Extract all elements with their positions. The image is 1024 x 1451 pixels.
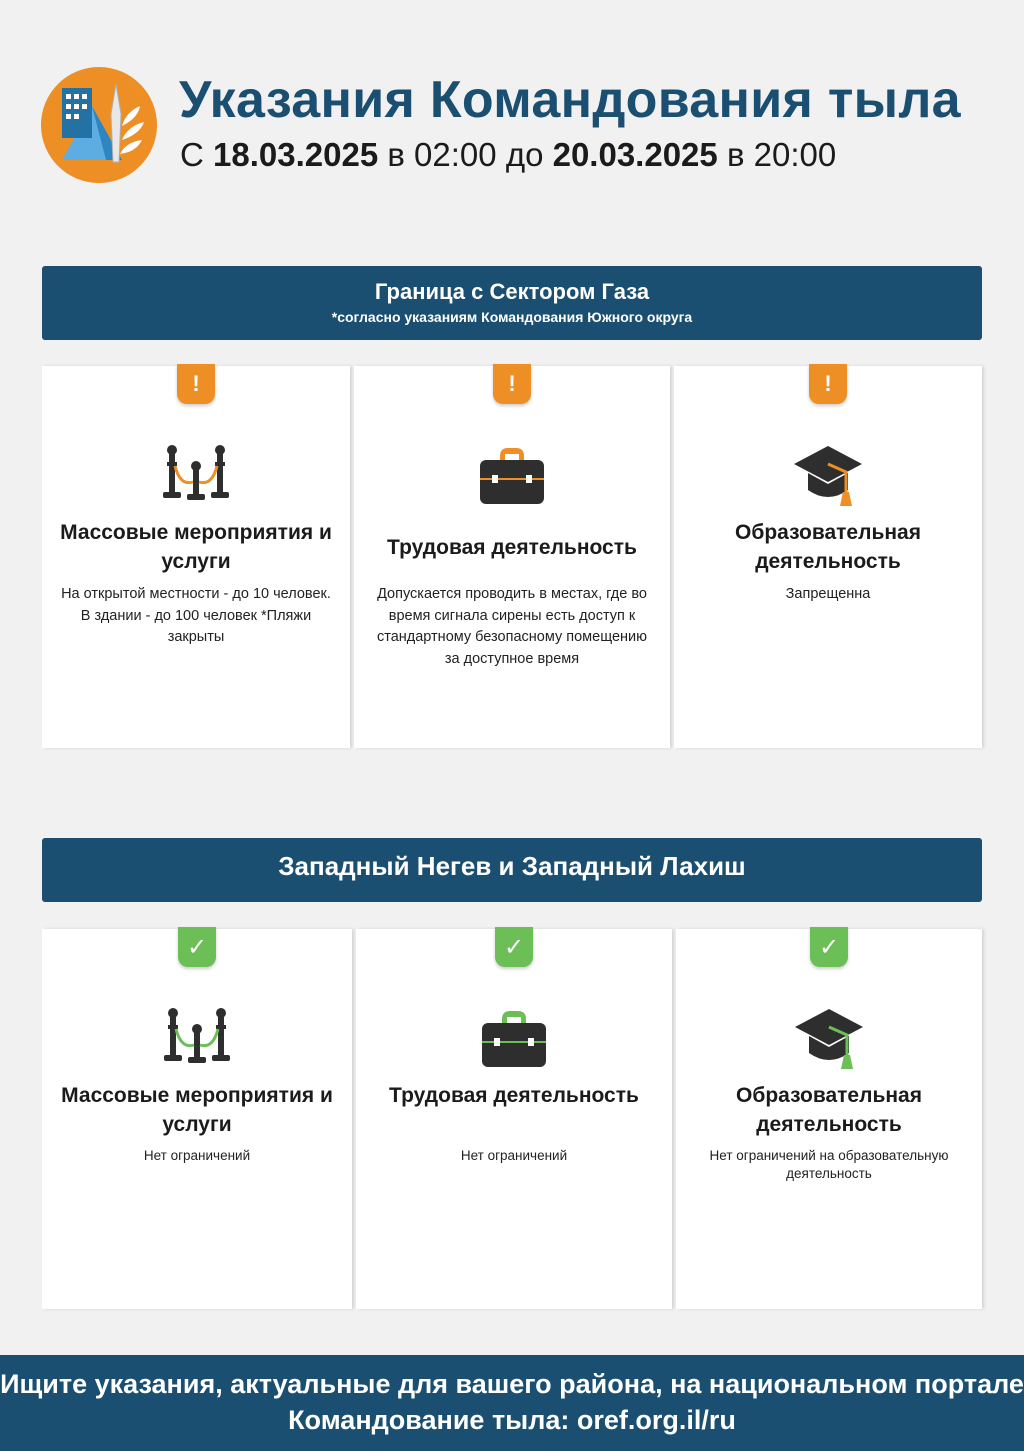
card-education-negev: ✓ Образовательная деятельность Нет ограничений на образовательную деятельность: [676, 929, 982, 1309]
checkmark-icon: ✓: [495, 927, 533, 967]
graduation-cap-icon: [792, 442, 864, 514]
page-title: Указания Командования тыла: [179, 71, 961, 129]
section-header-western-negev: Западный Негев и Западный Лахиш: [42, 838, 982, 902]
card-mass-events-gaza: ! Массовые мероприятия и услуги На открытой местности - до 10 человек. В здании - до 100 человек *Пляжи закрыты: [42, 366, 350, 748]
stanchion-rope-icon: [161, 1005, 233, 1077]
warning-icon: !: [493, 364, 531, 404]
checkmark-icon: ✓: [810, 927, 848, 967]
card-mass-events-negev: ✓ Массовые мероприятия и услуги Нет ограничений: [42, 929, 352, 1309]
warning-icon: !: [809, 364, 847, 404]
start-date: 18.03.2025: [213, 136, 379, 173]
footer-banner: [0, 1355, 1024, 1451]
stanchion-rope-icon: [160, 442, 232, 514]
card-work-negev: ✓ Трудовая деятельность Нет ограничений: [356, 929, 672, 1309]
end-date: 20.03.2025: [552, 136, 718, 173]
briefcase-icon: [478, 1005, 550, 1077]
section-header-gaza-border: Граница с Сектором Газа *согласно указаниям Командования Южного округа: [42, 266, 982, 340]
graduation-cap-icon: [793, 1005, 865, 1077]
briefcase-icon: [476, 442, 548, 514]
footer-text: Ищите указания, актуальные для вашего района, на национальном портале Командование тыла: oref.org.il/ru: [0, 1369, 1024, 1435]
checkmark-icon: ✓: [178, 927, 216, 967]
card-education-gaza: ! Образовательная деятельность Запрещенна: [674, 366, 982, 748]
warning-icon: !: [177, 364, 215, 404]
validity-dates: С 18.03.2025 в 02:00 до 20.03.2025 в 20:00: [180, 136, 837, 173]
home-front-command-logo: [40, 66, 158, 184]
card-work-gaza: ! Трудовая деятельность Допускается проводить в местах, где во время сигнала сирены есть доступ к стандартному безопасному помещению за доступное время: [354, 366, 670, 748]
